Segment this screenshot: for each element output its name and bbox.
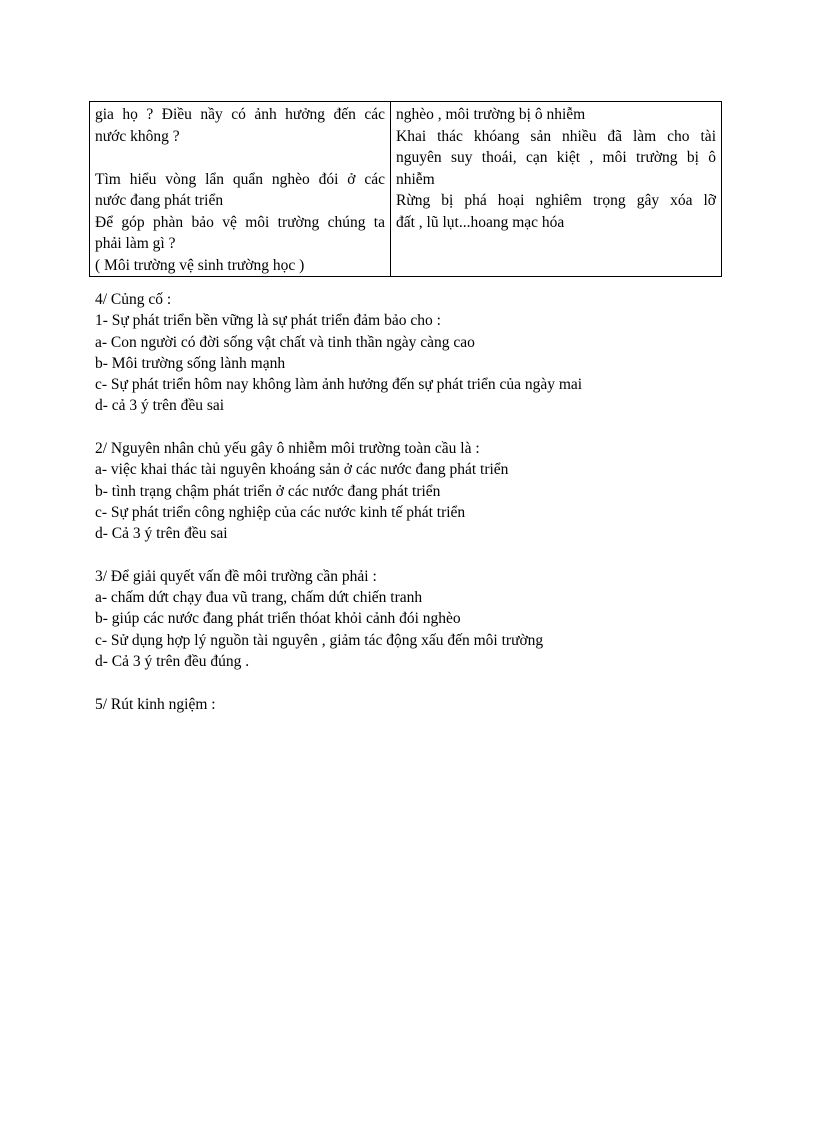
- table-text-line: Tìm hiểu vòng lẩn quẩn nghèo đói ở các: [95, 170, 385, 188]
- table-row: [90, 102, 722, 277]
- table-text-line: ( Môi trường vệ sinh trường học ): [95, 256, 305, 274]
- answer-option: a- Con người có đời sống vật chất và tinh thần ngày càng cao: [95, 333, 475, 351]
- table-cell-right: [391, 102, 722, 277]
- table-text-line: nguyên suy thoái, cạn kiệt , môi trường bị ô: [396, 149, 716, 166]
- answer-option: b- Môi trường sống lành mạnh: [95, 354, 286, 372]
- answer-option: c- Sự phát triển công nghiệp của các nước kinh tế phát triển: [95, 503, 466, 521]
- table-text-line: nước đang phát triển: [95, 192, 224, 209]
- table-text-line: Để góp phàn bảo vệ môi trường chúng ta: [95, 213, 385, 231]
- answer-option: b- tình trạng chậm phát triển ở các nước đang phát triển: [95, 482, 441, 500]
- table-text-line: phải làm gì ?: [95, 235, 176, 252]
- section-heading: 5/ Rút kinh ngiệm :: [95, 695, 216, 713]
- question-text: 1- Sự phát triển bền vững là sự phát triển đảm bảo cho :: [95, 312, 441, 330]
- answer-option: b- giúp các nước đang phát triển thóat khỏi cảnh đói nghèo: [95, 610, 461, 628]
- table-text-line: Rừng bị phá hoại nghiêm trọng gây xóa lỡ: [396, 192, 716, 209]
- answer-option: a- chấm dứt chạy đua vũ trang, chấm dứt chiến tranh: [95, 589, 423, 607]
- answer-option: d- cả 3 ý trên đều sai: [95, 397, 225, 415]
- blank-line: [95, 545, 735, 566]
- quiz-sections: [95, 289, 735, 715]
- table-text-line: đất , lũ lụt...hoang mạc hóa: [396, 213, 565, 231]
- answer-option: d- Cả 3 ý trên đều đúng .: [95, 653, 250, 671]
- question-text: 3/ Để giải quyết vấn đề môi trường cần phải :: [95, 567, 377, 585]
- table-text-line: nhiễm: [396, 170, 435, 188]
- section-heading: 4/ Củng cố :: [95, 291, 172, 308]
- table-blank-line: [95, 147, 385, 169]
- answer-option: c- Sử dụng hợp lý nguồn tài nguyên , giảm tác động xấu đến môi trường: [95, 631, 544, 649]
- table-text-line: nước không ?: [95, 127, 180, 145]
- answer-option: a- việc khai thác tài nguyên khoáng sản ở các nước đang phát triển: [95, 461, 509, 479]
- blank-line: [95, 417, 735, 438]
- answer-option: c- Sự phát triển hôm nay không làm ảnh hưởng đến sự phát triển của ngày mai: [95, 376, 583, 394]
- lesson-table: [89, 101, 722, 277]
- blank-line: [95, 672, 735, 693]
- table-cell-left: [90, 102, 391, 277]
- table-text-line: gia họ ? Điều nầy có ảnh hưởng đến các: [95, 106, 385, 123]
- table-text-line: nghèo , môi trường bị ô nhiễm: [396, 106, 586, 123]
- question-text: 2/ Nguyên nhân chủ yếu gây ô nhiễm môi trường toàn cầu là :: [95, 440, 480, 458]
- answer-option: d- Cả 3 ý trên đều sai: [95, 525, 228, 543]
- table-text-line: Khai thác khóang sản nhiều đã làm cho tài: [396, 127, 716, 145]
